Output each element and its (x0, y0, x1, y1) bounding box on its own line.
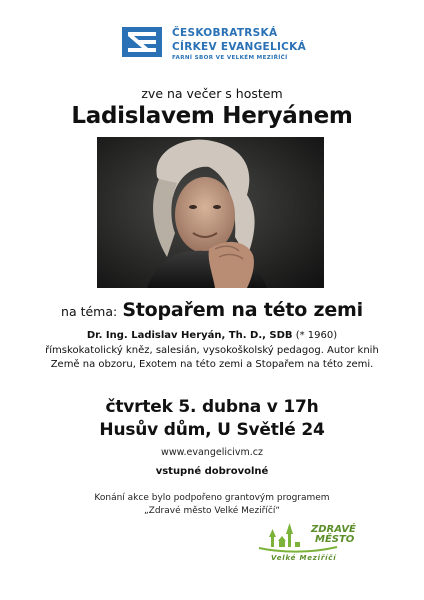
grant-line2: „Zdravé město Velké Meziříčí“ (144, 506, 280, 516)
website-link[interactable]: www.evangelicivm.cz (161, 447, 263, 458)
entry-fee: vstupné dobrovolné (155, 466, 269, 477)
church-logo-text (172, 28, 306, 62)
topic-label: na téma: (61, 304, 118, 319)
svg-text:ZDRAVÉ: ZDRAVÉ (311, 524, 356, 535)
topic (0, 299, 424, 321)
invitation-intro: zve na večer s hostem (141, 86, 283, 101)
org-name-line1: ČESKOBRATRSKÁ (172, 27, 278, 39)
bio-name: Dr. Ing. Ladislav Heryán, Th. D., SDB (86, 330, 293, 341)
org-name-line2: CÍRKEV EVANGELICKÁ (172, 40, 307, 53)
grant-line1: Konání akce bylo podpořeno grantovým programem (94, 493, 330, 503)
church-logo-icon (122, 27, 162, 57)
bio-born: (* 1960) (295, 330, 338, 341)
bio-line1 (0, 329, 424, 344)
event-date: čtvrtek 5. dubna v 17h (105, 397, 319, 417)
guest-name: Ladislavem Heryánem (71, 103, 353, 129)
bio-line3: Země na obzoru, Exotem na této zemi a Stopařem na této zemi. (50, 359, 374, 370)
bio-line2: římskokatolický kněz, salesián, vysokoškolský pedagog. Autor knih (45, 344, 379, 356)
event-place: Husův dům, U Světlé 24 (99, 420, 325, 440)
svg-text:MĚSTO: MĚSTO (315, 534, 355, 545)
healthy-city-logo (257, 517, 361, 563)
svg-text:Velké Meziříčí: Velké Meziříčí (271, 554, 337, 562)
org-name-line3: FARNÍ SBOR VE VELKÉM MEZIŘÍČÍ (172, 55, 288, 61)
grant-note (0, 492, 424, 518)
guest-photo (97, 137, 324, 288)
topic-title: Stopařem na této zemi (122, 299, 363, 321)
guest-bio (0, 329, 424, 373)
